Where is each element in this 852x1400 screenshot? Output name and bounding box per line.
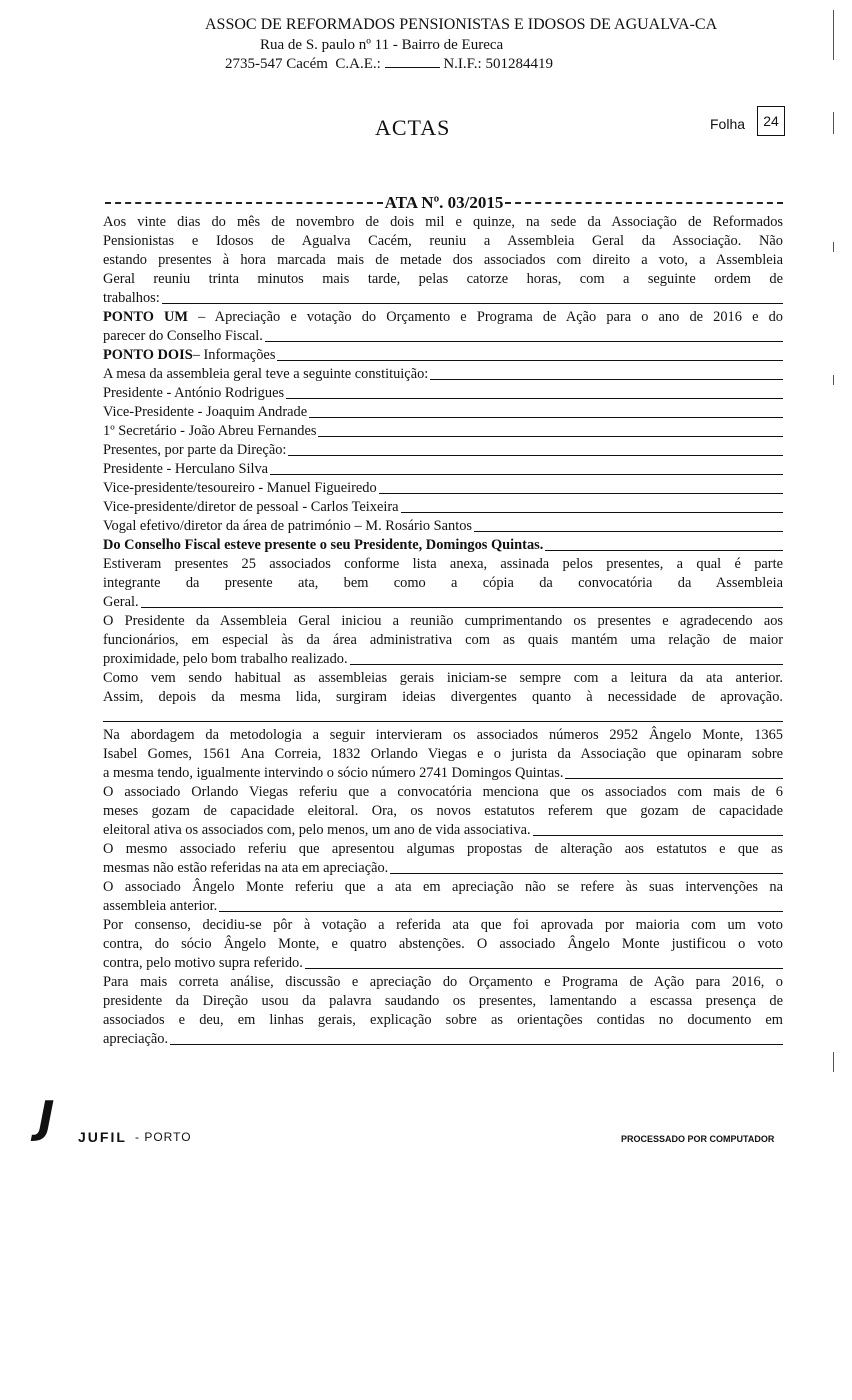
text-line: Presidente - Herculano Silva bbox=[103, 460, 783, 479]
ponto-dois-label: PONTO DOIS bbox=[103, 347, 193, 363]
text-line: proximidade, pelo bom trabalho realizado. bbox=[103, 650, 783, 669]
text-line: O associado Orlando Viegas referiu que a convocatória menciona que os associados com mais de 6 bbox=[103, 784, 783, 800]
text-line: presidente da Direção usou da palavra saudando os presentes, lamentando a escassa presença de bbox=[103, 993, 783, 1009]
text-line: apreciação. bbox=[103, 1030, 783, 1049]
text-line: Aos vinte dias do mês de novembro de dois mil e quinze, na sede da Associação de Reformados bbox=[103, 214, 783, 230]
text-line: Por consenso, decidiu-se pôr à votação a referida ata que foi aprovada por maioria com um voto bbox=[103, 917, 783, 933]
page-title: ACTAS bbox=[375, 115, 451, 140]
text-line: Geral reuniu trinta minutos mais tarde, pelas catorze horas, com a seguinte ordem de bbox=[103, 271, 783, 287]
minutes-body bbox=[103, 213, 783, 1049]
text-line: Do Conselho Fiscal esteve presente o seu Presidente, Domingos Quintas. bbox=[103, 536, 783, 555]
text-line: O associado Ângelo Monte referiu que a ata em apreciação não se refere às suas intervenções na bbox=[103, 879, 783, 895]
text-line: O mesmo associado referiu que apresentou algumas propostas de alteração aos estatutos e que as bbox=[103, 841, 783, 857]
text-line: assembleia anterior. bbox=[103, 897, 783, 916]
text-line: O Presidente da Assembleia Geral iniciou a reunião cumprimentando os presentes e agradecendo aos bbox=[103, 613, 783, 629]
text-line: Na abordagem da metodologia a seguir intervieram os associados números 2952 Ângelo Monte, 1365 bbox=[103, 727, 783, 743]
text-line: parecer do Conselho Fiscal. bbox=[103, 327, 783, 346]
org-name: ASSOC DE REFORMADOS PENSIONISTAS E IDOSOS DE AGUALVA-CA bbox=[205, 16, 718, 33]
ponto-dois-line: PONTO DOIS – Informações bbox=[103, 346, 783, 365]
footer-processed: PROCESSADO POR COMPUTADOR bbox=[621, 1134, 775, 1144]
text-line: Vogal efetivo/diretor da área de património – M. Rosário Santos bbox=[103, 517, 783, 536]
text-line: contra, do sócio Ângelo Monte, e quatro abstenções. O associado Ângelo Monte justificou o voto bbox=[103, 936, 783, 952]
text-line: Vice-presidente/diretor de pessoal - Carlos Teixeira bbox=[103, 498, 783, 517]
margin-mark bbox=[833, 375, 834, 385]
org-postal-line bbox=[225, 56, 553, 73]
text-line: funcionários, em especial às da área administrativa com as quais mantém uma relação de maior bbox=[103, 632, 783, 648]
text-line: Isabel Gomes, 1561 Ana Correia, 1832 Orlando Viegas e o jurista da Associação que opinaram sobre bbox=[103, 746, 783, 762]
text-line: Como vem sendo habitual as assembleias gerais iniciam-se sempre com a leitura da ata anterior. bbox=[103, 670, 783, 686]
margin-mark bbox=[833, 1052, 834, 1072]
folha-number: 24 bbox=[763, 113, 779, 129]
text-line: 1º Secretário - João Abreu Fernandes bbox=[103, 422, 783, 441]
text-line: a mesma tendo, igualmente intervindo o sócio número 2741 Domingos Quintas. bbox=[103, 764, 783, 783]
cae-label: C.A.E.: bbox=[335, 56, 381, 72]
text-line: meses gozam de capacidade eleitoral. Ora, os novos estatutos referem que gozam de capacidade bbox=[103, 803, 783, 819]
margin-mark bbox=[833, 242, 834, 252]
ata-title: ATA Nº. 03/2015 bbox=[384, 193, 504, 212]
text-line: associados e deu, em linhas gerais, explicação sobre as orientações contidas no documento em bbox=[103, 1012, 783, 1028]
org-address: Rua de S. paulo nº 11 - Bairro de Eureca bbox=[260, 37, 504, 53]
text-line: Presentes, por parte da Direção: bbox=[103, 441, 783, 460]
text-line: trabalhos: bbox=[103, 289, 783, 308]
postal-code: 2735-547 Cacém bbox=[225, 56, 328, 72]
text-line: Vice-presidente/tesoureiro - Manuel Figueiredo bbox=[103, 479, 783, 498]
text-line: Assim, depois da mesma lida, surgiram ideias divergentes quanto à necessidade de aprovação. bbox=[103, 689, 783, 705]
text-line: contra, pelo motivo supra referido. bbox=[103, 954, 783, 973]
text-line: eleitoral ativa os associados com, pelo menos, um ano de vida associativa. bbox=[103, 821, 783, 840]
folha-number-box bbox=[757, 106, 785, 136]
text-line: Presidente - António Rodrigues bbox=[103, 384, 783, 403]
footer-city: - PORTO bbox=[135, 1130, 192, 1144]
nif: N.I.F.: 501284419 bbox=[443, 56, 553, 72]
text-line: Geral. bbox=[103, 593, 783, 612]
ponto-um-label: PONTO UM bbox=[103, 309, 189, 325]
folha-label: Folha bbox=[710, 116, 746, 132]
text-line: Para mais correta análise, discussão e apreciação do Orçamento e Programa de Ação para 2016, o bbox=[103, 974, 783, 990]
text-line: A mesa da assembleia geral teve a seguinte constituição: bbox=[103, 365, 783, 384]
text-line: integrante da presente ata, bem como a cópia da convocatória da Assembleia bbox=[103, 575, 783, 591]
text-line: Vice-Presidente - Joaquim Andrade bbox=[103, 403, 783, 422]
ponto-um-line: PONTO UM – Apreciação e votação do Orçamento e Programa de Ação para o ano de 2016 e do bbox=[103, 309, 783, 325]
blank-rule bbox=[103, 707, 783, 726]
footer-brand: JUFIL bbox=[78, 1129, 127, 1145]
margin-mark bbox=[833, 10, 834, 60]
jufil-logo-icon: J bbox=[38, 1092, 55, 1143]
ata-title-line bbox=[103, 193, 785, 213]
margin-mark bbox=[833, 112, 834, 134]
text-line: Pensionistas e Idosos de Agualva Cacém, reuniu a Assembleia Geral da Associação. Não bbox=[103, 233, 783, 249]
text-line: mesmas não estão referidas na ata em apreciação. bbox=[103, 859, 783, 878]
text-line: Estiveram presentes 25 associados conforme lista anexa, assinada pelos presentes, a qual é parte bbox=[103, 556, 783, 572]
text-line: estando presentes à hora marcada mais de metade dos associados com direito a voto, a Assembleia bbox=[103, 252, 783, 268]
